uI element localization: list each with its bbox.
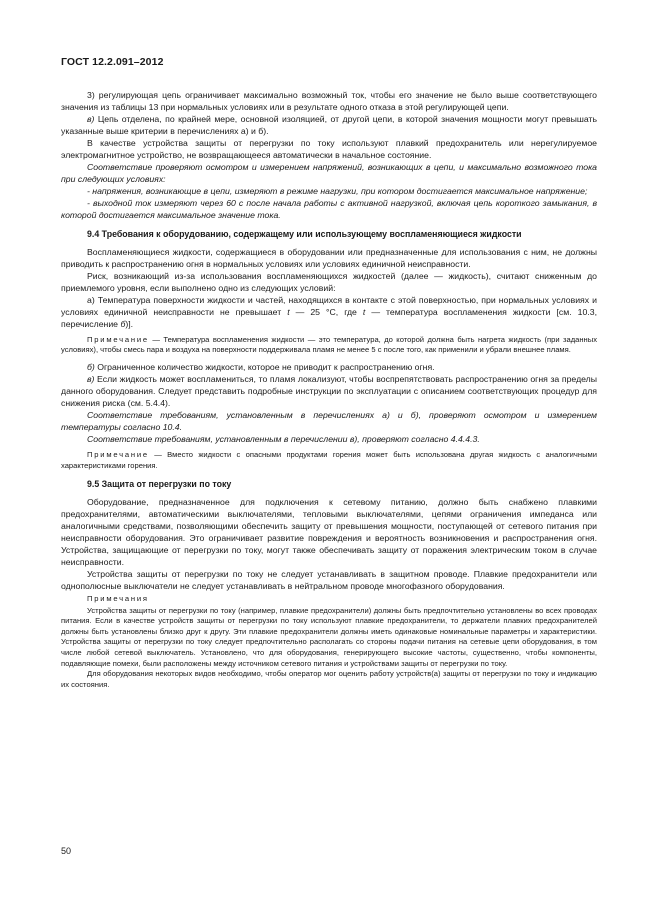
list-reference: б xyxy=(120,318,126,329)
list-marker: б) xyxy=(87,362,95,373)
note-item: Для оборудования некоторых видов необходимо, чтобы оператор мог оценить работу устройств(а) защиты от перегрузки по току и индикацию их состояния. xyxy=(61,669,597,689)
paragraph-text: Если жидкость может воспламениться, то пламя локализуют, чтобы воспрепятствовать распространению огня за пределы данного оборудования. Следует представить подробные инструкции по эксплуатации с описанием соответствующих процедур для снижения риска (см. 5.4.4). xyxy=(61,374,597,409)
paragraph xyxy=(61,373,597,409)
note-text: — Вместо жидкости с опасными продуктами горения может быть использована другая жидкость с аналогичными характеристиками горения. xyxy=(61,450,597,470)
notes-heading: Примечания xyxy=(87,594,149,604)
paragraph-text: а) Температура поверхности жидкости и частей, находящихся в контакте с этой поверхностью, при нормальных условиях и условиях единичной неисправности не превышает xyxy=(61,294,597,317)
page-number: 50 xyxy=(61,846,72,856)
section-heading-9-5: 9.5 Защита от перегрузки по току xyxy=(87,478,232,489)
note-item: Устройства защиты от перегрузки по току (например, плавкие предохранители) должны быть предпочтительно установлены во всех проводах питания. Если в качестве устройств защиты от перегрузки по току используют плавкие предохранители, то держатели плавких предохранителей должны быть установлены близко друг к другу. Эти плавкие предохранители должны иметь одинаковые номинальные параметры и характеристики. Устройства защиты от перегрузки по току следует предпочтительно располагать со стороны подачи питания на сетевые цепи оборудования, в том числе любой сетевой выключатель. Установлено, что для оборудования, генерирующего высокие частоты, существенно, чтобы компоненты, подавляющие помехи, были расположены между источником сетевого питания и устройствами защиты от перегрузки по току. xyxy=(61,605,597,668)
note-label: Примечание xyxy=(87,334,149,344)
compliance-item: - напряжения, возникающие в цепи, измеряют в режиме нагрузки, при котором достигается максимальное напряжение; xyxy=(87,186,588,197)
paragraph: 3) регулирующая цепь ограничивает максимально возможный ток, чтобы его значение не было выше соответствующего значения из таблицы 13 при нормальных условиях или в результате одного отказа в этой регулирующей цепи. xyxy=(61,90,597,113)
section-heading-9-4: 9.4 Требования к оборудованию, содержащему или использующему воспламеняющиеся жидкости xyxy=(87,228,522,239)
paragraph-text: — температура воспламенения жидкости [см. 10.3, перечисление xyxy=(61,306,597,329)
paragraph: Риск, возникающий из-за использования воспламеняющихся жидкостей (далее — жидкость), считают сниженным до приемлемого уровня, если выполнено одно из следующих условий: xyxy=(61,270,597,293)
paragraph: В качестве устройства защиты от перегрузки по току используют плавкий предохранитель или нерегулируемое электромагнитное устройство, не возвращающееся автоматически в начальное состояние. xyxy=(61,138,597,161)
compliance-paragraph: Соответствие проверяют осмотром и измерением напряжений, возникающих в цепи, и максимально возможного тока при следующих условиях: xyxy=(61,162,597,185)
note-label: Примечание xyxy=(87,450,149,460)
paragraph: Воспламеняющиеся жидкости, содержащиеся в оборудовании или предназначенные для использования с ним, не должны приводить к распространению огня в нормальных условиях или условиях единичной неисправности. xyxy=(61,246,597,269)
paragraph-text: Ограниченное количество жидкости, которое не приводит к распространению огня. xyxy=(94,362,435,373)
note-text: — Температура воспламенения жидкости — это температура, до которой должна быть нагрета жидкость (при заданных условиях), чтобы смесь пара и воздуха на поверхности поддерживала пламя не менее 5 с после того, как применили и убрали внешнее пламя. xyxy=(61,334,597,355)
compliance-paragraph: Соответствие требованиям, установленным в перечислении в), проверяют согласно 4.4.4.3. xyxy=(87,434,480,445)
document-body xyxy=(61,89,597,690)
paragraph xyxy=(61,113,597,137)
variable-t: t xyxy=(362,306,366,317)
paragraph-text: )]. xyxy=(125,318,134,329)
paragraph xyxy=(61,294,597,330)
list-marker: в) xyxy=(87,114,95,125)
paragraph: Устройства защиты от перегрузки по току не следует устанавливать в защитном проводе. Плавкие предохранители или однополюсные выключатели не следует устанавливать в нейтральном проводе многофазного оборудования. xyxy=(61,568,597,591)
compliance-paragraph: Соответствие требованиям, установленным в перечислениях а) и б), проверяют осмотром и измерением температуры согласно 10.4. xyxy=(61,410,597,433)
variable-t: t xyxy=(287,306,290,317)
compliance-item: - выходной ток измеряют через 60 с после начала работы с активной нагрузкой, включая цепь короткого замыкания, в которой достигается максимальное значение тока. xyxy=(61,198,597,221)
paragraph-text: Цепь отделена, по крайней мере, основной изоляцией, от другой цепи, в которой значения мощности могут превышать указанные выше критерии в перечислениях а) и б). xyxy=(61,114,597,137)
document-header: ГОСТ 12.2.091–2012 xyxy=(61,56,164,68)
note xyxy=(61,450,597,471)
paragraph: Оборудование, предназначенное для подключения к сетевому питанию, должно быть снабжено плавкими предохранителями, автоматическими выключателями, тепловыми выключателями, цепями ограничения импеданса или аналогичными средствами, позволяющими обеспечить защиту от превышения мощности, поступающей от сетевого питания при неисправности оборудования. Это ограничивает развитие повреждения и вероятность возникновения и распространения огня. Устройства, защищающие от перегрузки по току, могут также обеспечивать защиту от поражения электрическим током в случае неисправности. xyxy=(61,496,597,567)
list-marker: в) xyxy=(87,374,95,385)
note xyxy=(61,335,597,356)
paragraph xyxy=(61,361,597,373)
paragraph-text: — 25 °С, где xyxy=(289,306,363,317)
